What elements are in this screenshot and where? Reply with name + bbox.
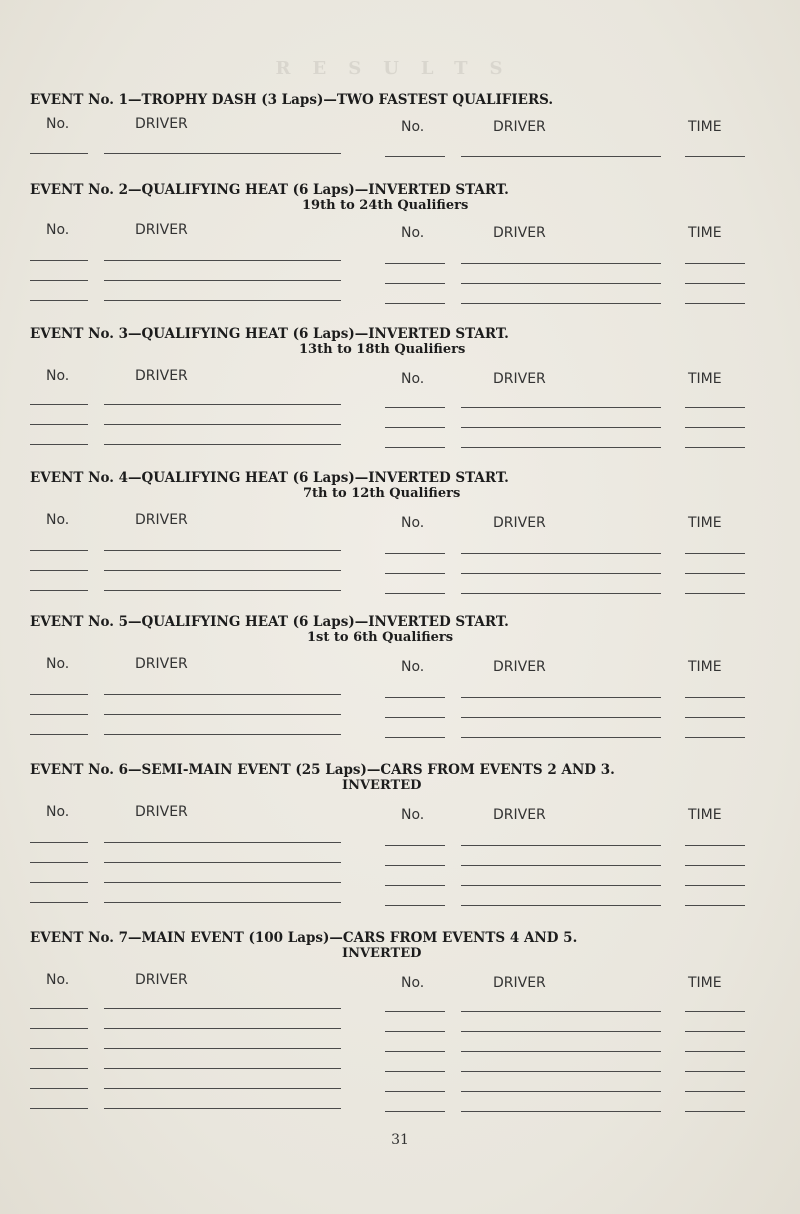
entry-line[interactable] — [461, 1011, 661, 1012]
column-header-no: No. — [46, 116, 70, 132]
entry-line[interactable] — [104, 902, 341, 903]
entry-line[interactable] — [461, 407, 661, 408]
event-title: EVENT No. 2—QUALIFYING HEAT (6 Laps)—INVERTED START. — [30, 182, 509, 198]
entry-line[interactable] — [461, 1071, 661, 1072]
column-header-driver: DRIVER — [493, 807, 546, 823]
column-header-time: TIME — [688, 807, 722, 823]
column-header-time: TIME — [688, 225, 722, 241]
entry-line[interactable] — [461, 447, 661, 448]
column-header-no: No. — [401, 807, 425, 823]
entry-line[interactable] — [385, 905, 445, 906]
entry-line[interactable] — [30, 842, 88, 843]
entry-line[interactable] — [30, 1028, 88, 1029]
entry-line[interactable] — [104, 300, 341, 301]
entry-line[interactable] — [461, 156, 661, 157]
entry-line[interactable] — [30, 694, 88, 695]
column-header-driver: DRIVER — [135, 656, 188, 672]
event-title: EVENT No. 5—QUALIFYING HEAT (6 Laps)—INVERTED START. — [30, 614, 509, 630]
event-title: EVENT No. 7—MAIN EVENT (100 Laps)—CARS FROM EVENTS 4 AND 5. — [30, 930, 578, 946]
entry-line[interactable] — [104, 1088, 341, 1089]
entry-line[interactable] — [685, 1031, 745, 1032]
entry-line[interactable] — [104, 280, 341, 281]
entry-line[interactable] — [104, 260, 341, 261]
entry-line[interactable] — [685, 865, 745, 866]
entry-line[interactable] — [30, 300, 88, 301]
column-header-time: TIME — [688, 659, 722, 675]
column-header-time: TIME — [688, 975, 722, 991]
column-header-driver: DRIVER — [135, 512, 188, 528]
entry-line[interactable] — [104, 842, 341, 843]
event-title: EVENT No. 1—TROPHY DASH (3 Laps)—TWO FASTEST QUALIFIERS. — [30, 92, 554, 108]
entry-line[interactable] — [685, 407, 745, 408]
event-subtitle: INVERTED — [342, 778, 422, 793]
entry-line[interactable] — [104, 550, 341, 551]
entry-line[interactable] — [104, 570, 341, 571]
entry-line[interactable] — [685, 885, 745, 886]
entry-line[interactable] — [30, 444, 88, 445]
entry-line[interactable] — [104, 694, 341, 695]
entry-line[interactable] — [685, 156, 745, 157]
entry-line[interactable] — [385, 697, 445, 698]
entry-line[interactable] — [461, 1051, 661, 1052]
entry-line[interactable] — [30, 1048, 88, 1049]
entry-line[interactable] — [104, 1068, 341, 1069]
entry-line[interactable] — [685, 283, 745, 284]
entry-line[interactable] — [461, 885, 661, 886]
entry-line[interactable] — [385, 1091, 445, 1092]
entry-line[interactable] — [385, 263, 445, 264]
entry-line[interactable] — [385, 865, 445, 866]
entry-line[interactable] — [461, 905, 661, 906]
entry-line[interactable] — [104, 424, 341, 425]
entry-line[interactable] — [385, 1031, 445, 1032]
column-header-driver: DRIVER — [493, 515, 546, 531]
entry-line[interactable] — [385, 1071, 445, 1072]
entry-line[interactable] — [461, 865, 661, 866]
entry-line[interactable] — [104, 1108, 341, 1109]
column-header-driver: DRIVER — [135, 116, 188, 132]
entry-line[interactable] — [30, 734, 88, 735]
entry-line[interactable] — [104, 1048, 341, 1049]
entry-line[interactable] — [385, 1111, 445, 1112]
entry-line[interactable] — [30, 404, 88, 405]
column-header-time: TIME — [688, 119, 722, 135]
entry-line[interactable] — [30, 1088, 88, 1089]
column-header-driver: DRIVER — [135, 222, 188, 238]
entry-line[interactable] — [30, 862, 88, 863]
entry-line[interactable] — [461, 697, 661, 698]
entry-line[interactable] — [685, 447, 745, 448]
entry-line[interactable] — [30, 882, 88, 883]
entry-line[interactable] — [104, 1028, 341, 1029]
entry-line[interactable] — [685, 845, 745, 846]
entry-line[interactable] — [104, 714, 341, 715]
entry-line[interactable] — [385, 573, 445, 574]
entry-line[interactable] — [385, 553, 445, 554]
entry-line[interactable] — [30, 590, 88, 591]
entry-line[interactable] — [104, 404, 341, 405]
entry-line[interactable] — [30, 1108, 88, 1109]
column-header-time: TIME — [688, 515, 722, 531]
entry-line[interactable] — [30, 902, 88, 903]
entry-line[interactable] — [685, 1051, 745, 1052]
entry-line[interactable] — [30, 714, 88, 715]
entry-line[interactable] — [461, 303, 661, 304]
entry-line[interactable] — [685, 263, 745, 264]
column-header-no: No. — [46, 368, 70, 384]
column-header-no: No. — [46, 972, 70, 988]
entry-line[interactable] — [30, 280, 88, 281]
entry-line[interactable] — [461, 845, 661, 846]
entry-line[interactable] — [30, 570, 88, 571]
column-header-driver: DRIVER — [135, 804, 188, 820]
entry-line[interactable] — [30, 1068, 88, 1069]
column-header-no: No. — [46, 512, 70, 528]
entry-line[interactable] — [30, 424, 88, 425]
entry-line[interactable] — [461, 1111, 661, 1112]
column-header-driver: DRIVER — [135, 972, 188, 988]
entry-line[interactable] — [104, 590, 341, 591]
entry-line[interactable] — [385, 717, 445, 718]
entry-line[interactable] — [104, 734, 341, 735]
entry-line[interactable] — [685, 573, 745, 574]
entry-line[interactable] — [685, 303, 745, 304]
entry-line[interactable] — [104, 862, 341, 863]
entry-line[interactable] — [385, 427, 445, 428]
entry-line[interactable] — [104, 444, 341, 445]
column-header-driver: DRIVER — [493, 119, 546, 135]
entry-line[interactable] — [685, 1111, 745, 1112]
column-header-driver: DRIVER — [493, 975, 546, 991]
entry-line[interactable] — [461, 593, 661, 594]
event-subtitle: 13th to 18th Qualifiers — [299, 342, 466, 357]
entry-line[interactable] — [461, 1091, 661, 1092]
column-header-no: No. — [46, 804, 70, 820]
event-subtitle: INVERTED — [342, 946, 422, 961]
faint-header: RESULTS — [275, 58, 525, 79]
column-header-no: No. — [46, 222, 70, 238]
column-header-no: No. — [401, 515, 425, 531]
entry-line[interactable] — [685, 717, 745, 718]
entry-line[interactable] — [385, 303, 445, 304]
entry-line[interactable] — [685, 593, 745, 594]
entry-line[interactable] — [385, 1011, 445, 1012]
entry-line[interactable] — [104, 153, 341, 154]
entry-line[interactable] — [30, 1008, 88, 1009]
event-subtitle: 7th to 12th Qualifiers — [303, 486, 461, 501]
entry-line[interactable] — [385, 1051, 445, 1052]
column-header-driver: DRIVER — [135, 368, 188, 384]
column-header-no: No. — [401, 371, 425, 387]
entry-line[interactable] — [104, 1008, 341, 1009]
entry-line[interactable] — [385, 283, 445, 284]
entry-line[interactable] — [461, 283, 661, 284]
entry-line[interactable] — [685, 1091, 745, 1092]
entry-line[interactable] — [461, 263, 661, 264]
event-title: EVENT No. 6—SEMI-MAIN EVENT (25 Laps)—CARS FROM EVENTS 2 AND 3. — [30, 762, 615, 778]
column-header-time: TIME — [688, 371, 722, 387]
entry-line[interactable] — [685, 1071, 745, 1072]
entry-line[interactable] — [685, 905, 745, 906]
entry-line[interactable] — [685, 1011, 745, 1012]
entry-line[interactable] — [385, 156, 445, 157]
entry-line[interactable] — [685, 553, 745, 554]
entry-line[interactable] — [461, 737, 661, 738]
event-subtitle: 1st to 6th Qualifiers — [307, 630, 454, 645]
entry-line[interactable] — [461, 717, 661, 718]
event-title: EVENT No. 3—QUALIFYING HEAT (6 Laps)—INVERTED START. — [30, 326, 509, 342]
page-number: 31 — [391, 1132, 409, 1148]
entry-line[interactable] — [385, 885, 445, 886]
entry-line[interactable] — [461, 573, 661, 574]
event-subtitle: 19th to 24th Qualifiers — [302, 198, 469, 213]
entry-line[interactable] — [461, 1031, 661, 1032]
entry-line[interactable] — [385, 593, 445, 594]
entry-line[interactable] — [104, 882, 341, 883]
entry-line[interactable] — [30, 153, 88, 154]
entry-line[interactable] — [30, 260, 88, 261]
entry-line[interactable] — [685, 697, 745, 698]
column-header-no: No. — [401, 119, 425, 135]
entry-line[interactable] — [685, 427, 745, 428]
entry-line[interactable] — [685, 737, 745, 738]
entry-line[interactable] — [385, 845, 445, 846]
column-header-no: No. — [401, 975, 425, 991]
entry-line[interactable] — [385, 407, 445, 408]
column-header-driver: DRIVER — [493, 225, 546, 241]
entry-line[interactable] — [30, 550, 88, 551]
column-header-no: No. — [401, 225, 425, 241]
entry-line[interactable] — [461, 553, 661, 554]
column-header-driver: DRIVER — [493, 659, 546, 675]
column-header-driver: DRIVER — [493, 371, 546, 387]
column-header-no: No. — [401, 659, 425, 675]
entry-line[interactable] — [385, 737, 445, 738]
entry-line[interactable] — [385, 447, 445, 448]
entry-line[interactable] — [461, 427, 661, 428]
event-title: EVENT No. 4—QUALIFYING HEAT (6 Laps)—INVERTED START. — [30, 470, 509, 486]
column-header-no: No. — [46, 656, 70, 672]
